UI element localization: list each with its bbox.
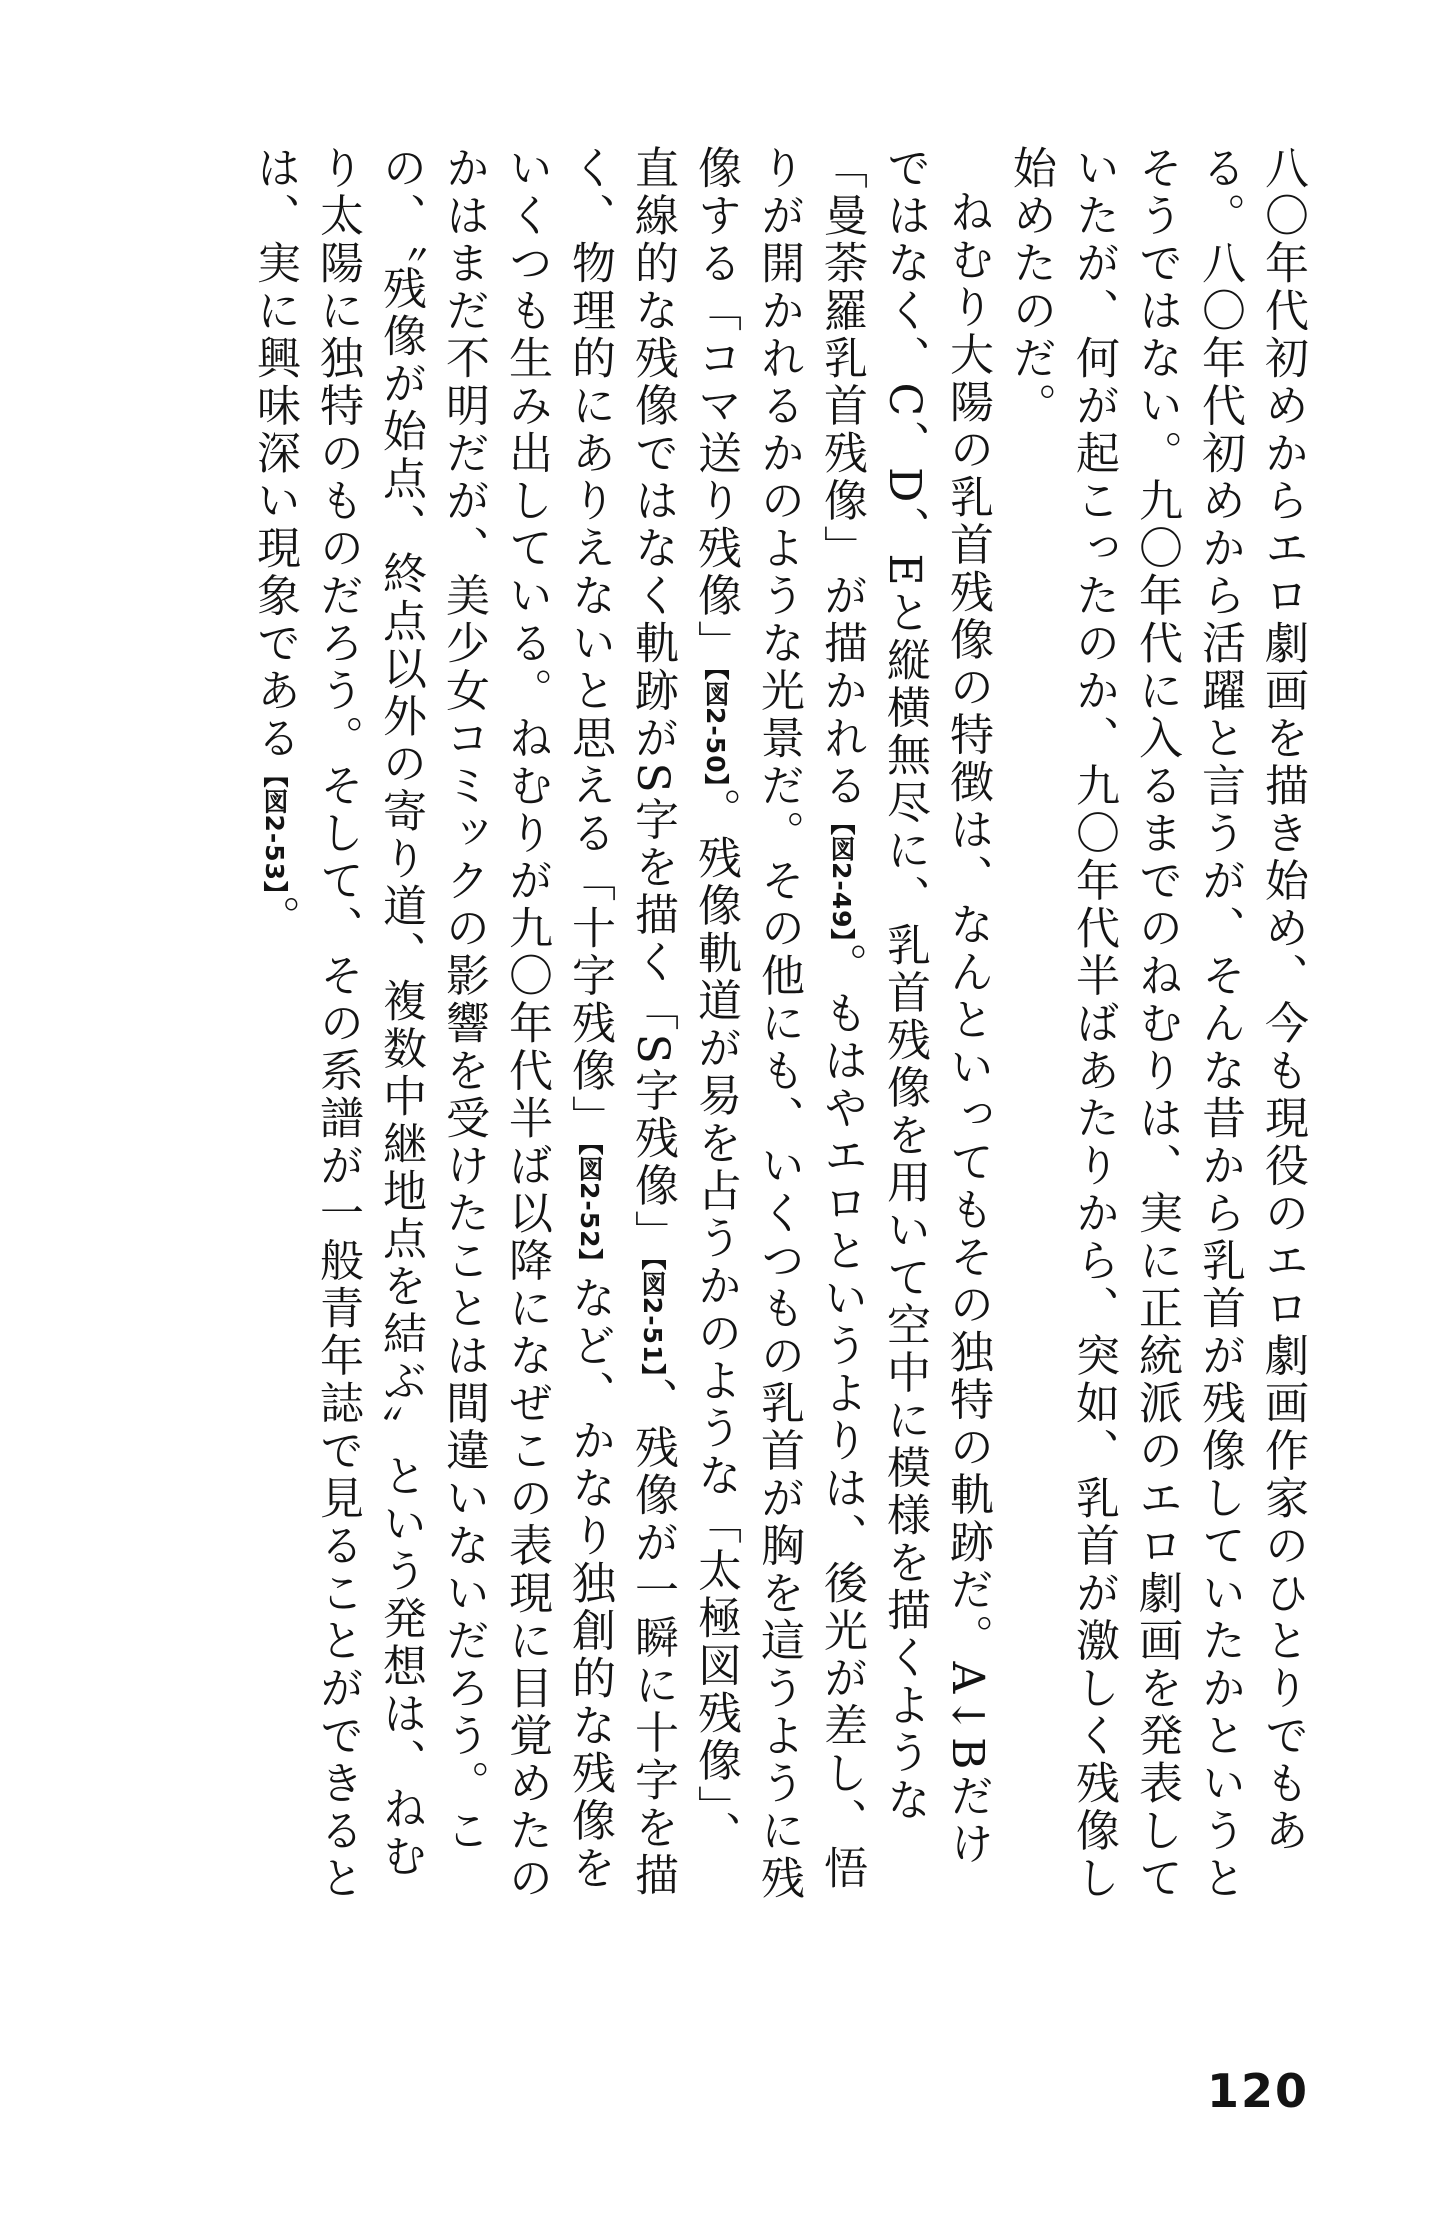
paragraph-intro [999,145,1314,1905]
figure-reference-2-53: 【図2-53】 [260,762,289,895]
vertical-body-text [194,145,1314,1905]
paragraph-text-segment: 。 [249,894,300,943]
paragraph-text-segment: 。もはやエロというよりは、後光が差し、悟りが開かれるかのような光景だ。その他にも、いくつもの乳首が胸を這うように残像する「コマ送り残像」 [690,145,867,1903]
figure-reference-2-50: 【図2-50】 [701,667,730,788]
paragraph-intro-text: 八〇年代初めからエロ劇画を描き始め、今も現役のエロ劇画作家のひとりでもある。八〇年代初めから活躍と言うが、そんな昔から乳首が残像していたかというとそうではない。九〇年代に入るまでのねむりは、実に正統派のエロ劇画を発表していたが、何が起こったのか、九〇年代半ばあたりから、突如、乳首が激しく残像し始めたのだ。 [1005,145,1308,1903]
figure-reference-2-49: 【図2-49】 [827,810,856,943]
paragraph-text-segment: 。残像軌道が易を占うかのような「太極図残像」、直線的な残像ではなく軌跡がS字を描く「S字残像」 [627,145,741,1858]
paragraph-text-segment: ねむり大陽の乳首残像の特徴は、なんといってもその独特の軌跡だ。A↓Bだけではなく、C、D、Eと縦横無尽に、乳首残像を用いて空中に模様を描くような「曼荼羅乳首残像」が描かれる [816,145,993,1868]
figure-reference-2-52: 【図2-52】 [575,1142,604,1275]
paragraph-nipple-afterimage [243,145,999,1905]
page-number: 120 [1206,2064,1309,2118]
figure-reference-2-51: 【図2-51】 [638,1257,667,1377]
paragraph-text-segment: 、残像が一瞬に十字を描く、物理的にありえないと思える「十字残像」 [564,145,678,1900]
paragraph-text-segment: など、かなり独創的な残像をいくつも生み出している。ねむりが九〇年代半ば以降になぜこの表現に目覚めたのかはまだ不明だが、美少女コミックの影響を受けたことは間違いないだろう。この、〝残像が始点、終点以外の寄り道、複数中継地点を結ぶ〟という発想は、ねむり太陽に独特のものだろう。そして、その系譜が一般青年誌で見ることができるとは、実に興味深い現象である [249,145,615,1903]
